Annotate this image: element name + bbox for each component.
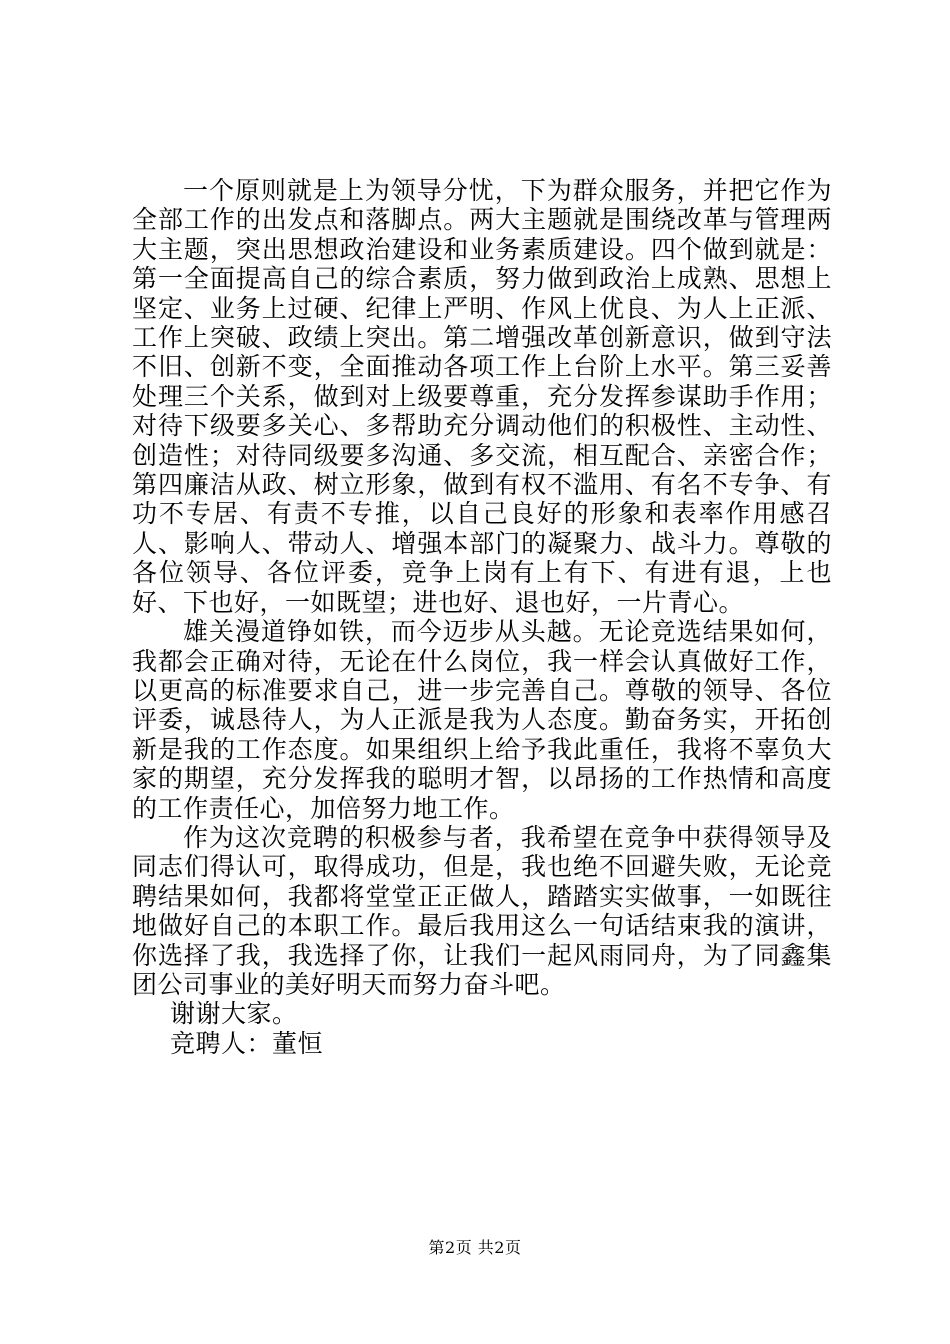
document-body — [132, 176, 832, 1058]
paragraph-conclusion: 作为这次竞聘的积极参与者，我希望在竞争中获得领导及同志们得认可，取得成功，但是，我也绝不回避失败，无论竞聘结果如何，我都将堂堂正正做人，踏踏实实做事，一如既往地做好自己的本职工作。最后我用这么一句话结束我的演讲，你选择了我，我选择了你，让我们一起风雨同舟，为了同鑫集团公司事业的美好明天而努力奋斗吧。 — [132, 822, 832, 999]
page-footer: 第2页 共2页 — [428, 1238, 522, 1257]
closing-thanks: 谢谢大家。 — [170, 999, 298, 1029]
paragraph-resolve: 雄关漫道铮如铁，而今迈步从头越。无论竞选结果如何，我都会正确对待，无论在什么岗位，我一样会认真做好工作，以更高的标准要求自己，进一步完善自己。尊敬的领导、各位评委，诚恳待人，为人正派是我为人态度。勤奋务实，开拓创新是我的工作态度。如果组织上给予我此重任，我将不辜负大家的期望，充分发挥我的聪明才智，以昂扬的工作热情和高度的工作责任心，加倍努力地工作。 — [132, 617, 832, 823]
signature-line: 竞聘人：董恒 — [170, 1028, 324, 1058]
paragraph-principles: 一个原则就是上为领导分忧，下为群众服务，并把它作为全部工作的出发点和落脚点。两大主题就是围绕改革与管理两大主题，突出思想政治建设和业务素质建设。四个做到就是：第一全面提高自己的综合素质，努力做到政治上成熟、思想上坚定、业务上过硬、纪律上严明、作风上优良、为人上正派、工作上突破、政绩上突出。第二增强改革创新意识，做到守法不旧、创新不变，全面推动各项工作上台阶上水平。第三妥善处理三个关系，做到对上级要尊重，充分发挥参谋助手作用；对待下级要多关心、多帮助充分调动他们的积极性、主动性、创造性；对待同级要多沟通、多交流，相互配合、亲密合作；第四廉洁从政、树立形象，做到有权不滥用、有名不专争、有功不专居、有责不专推，以自己良好的形象和表率作用感召人、影响人、带动人、增强本部门的凝聚力、战斗力。尊敬的各位领导、各位评委，竞争上岗有上有下、有进有退，上也好、下也好，一如既望；进也好、退也好，一片青心。 — [132, 176, 832, 617]
